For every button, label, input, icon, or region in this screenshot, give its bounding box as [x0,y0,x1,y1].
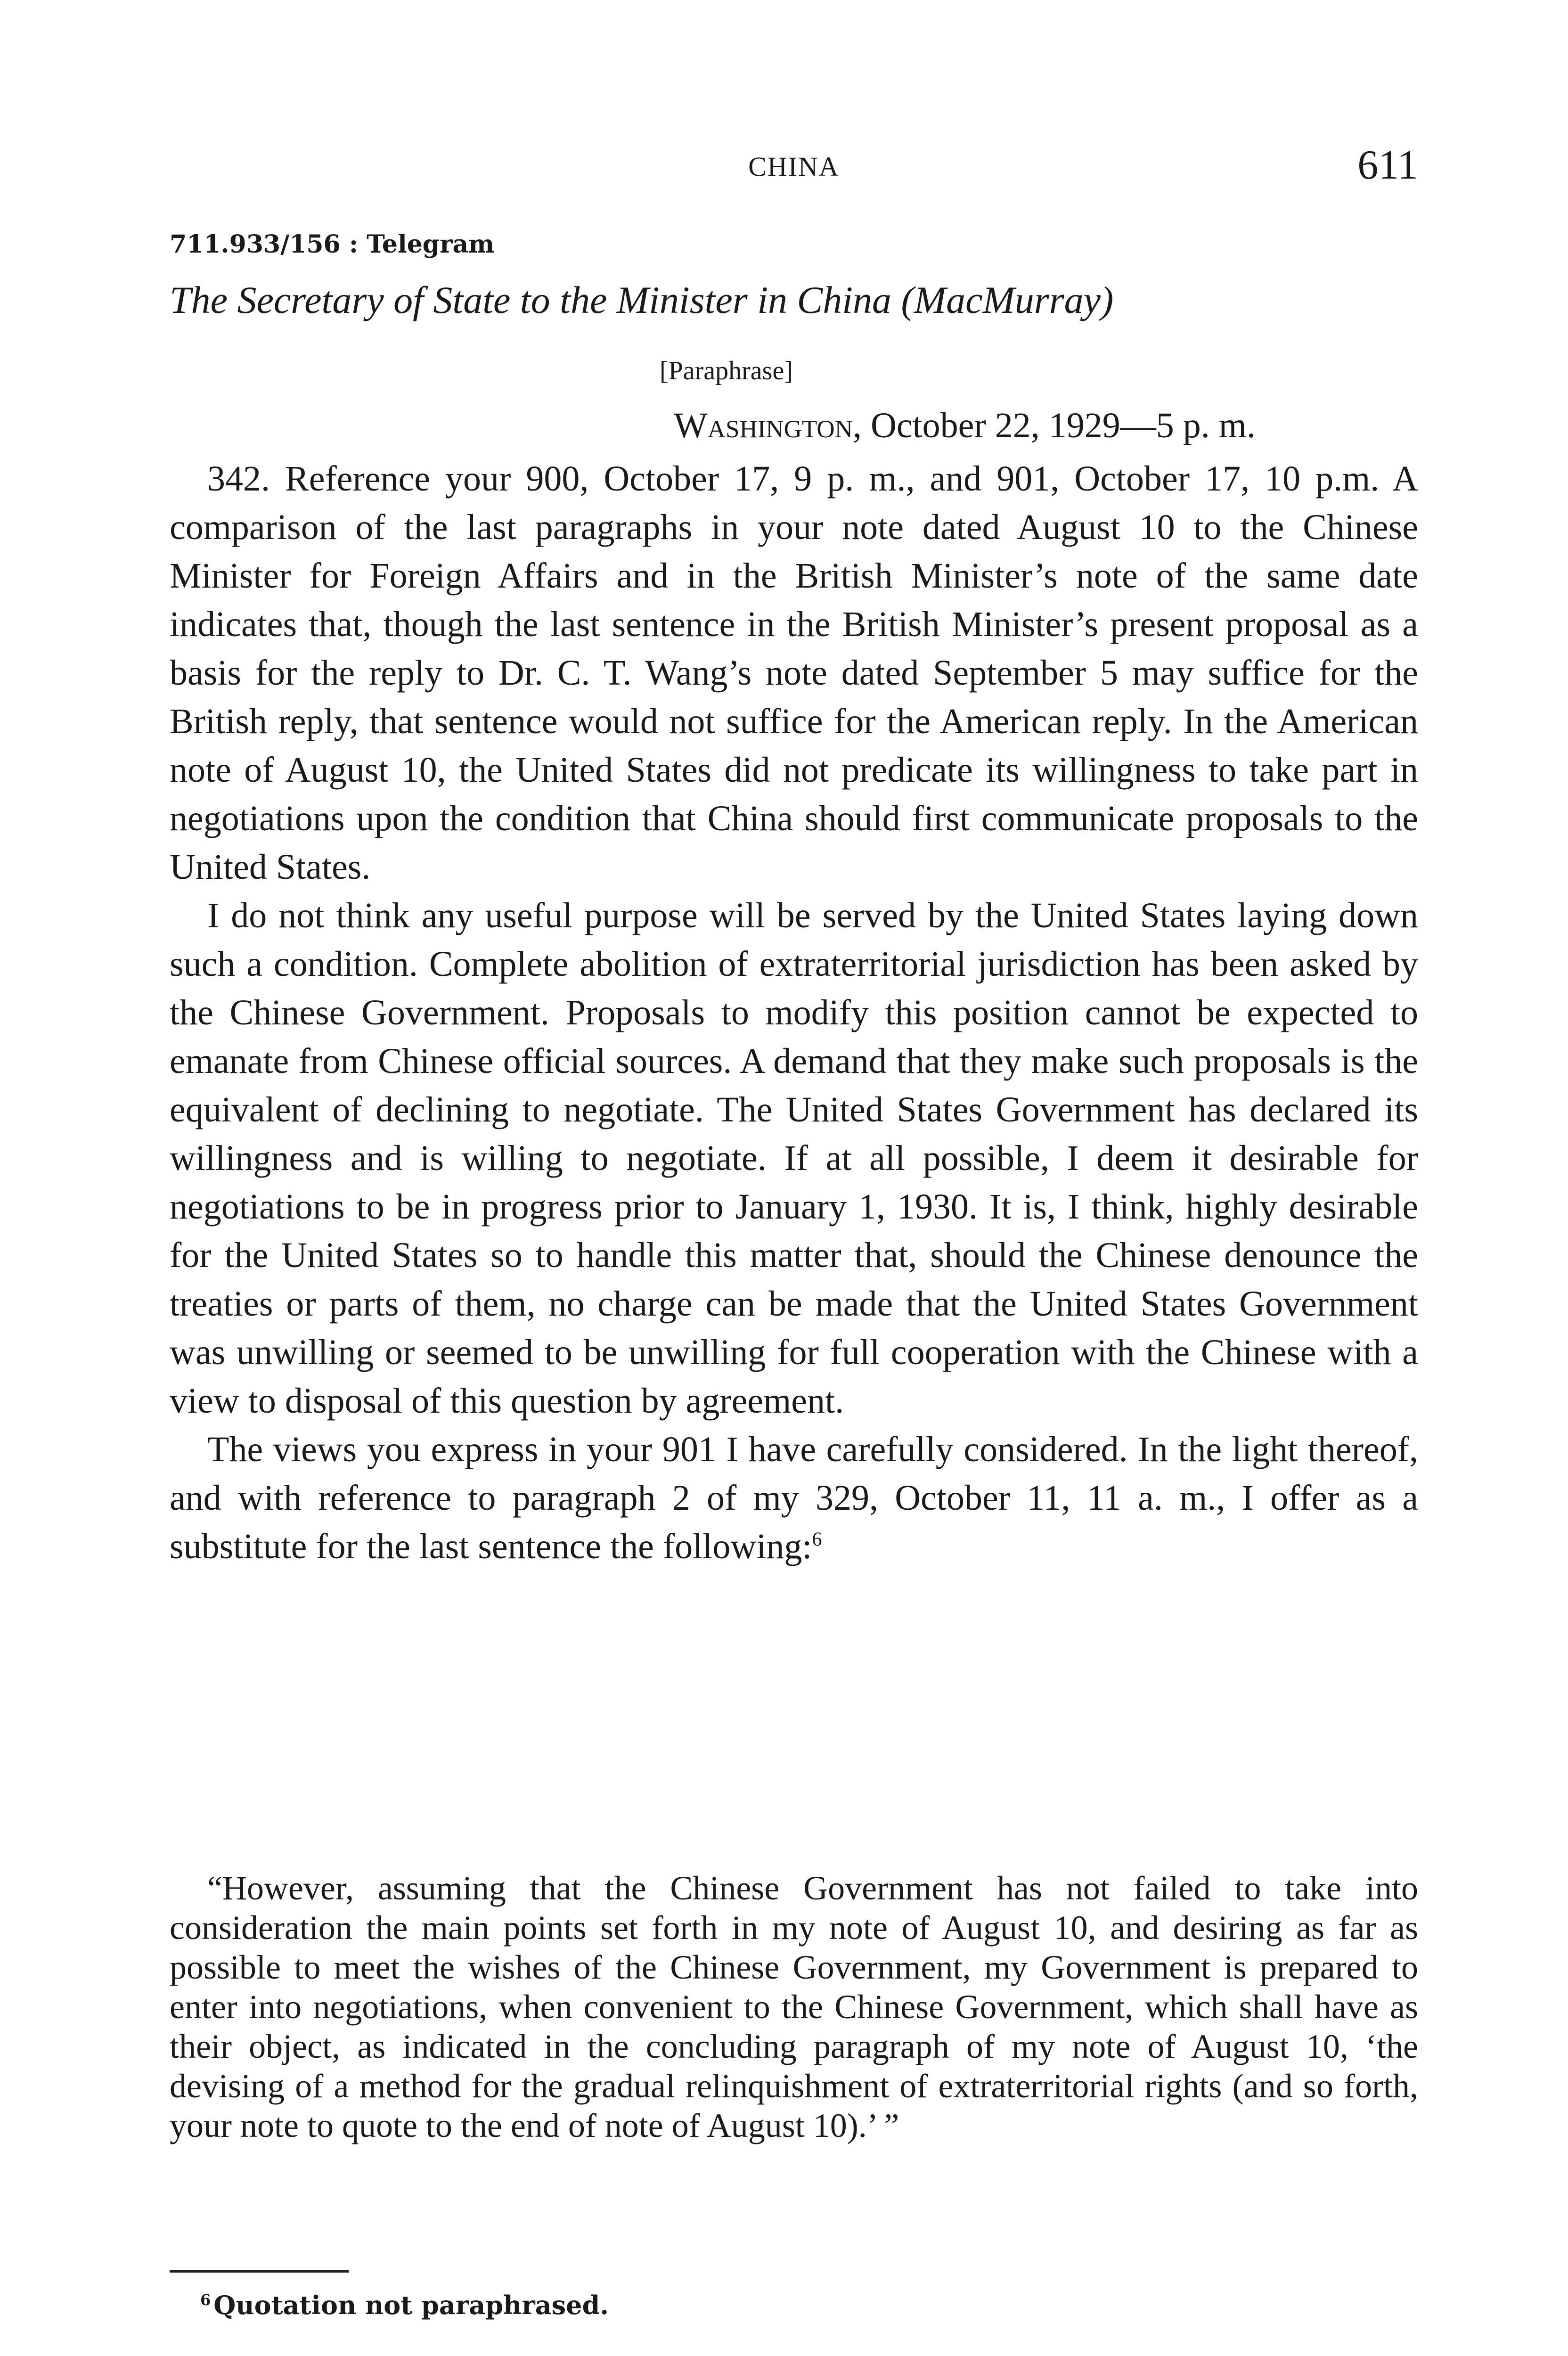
paragraph-3-text: The views you express in your 901 I have carefully considered. In the light thereof, and with reference to paragraph 2 of my 329, October 11, 11 a. m., I offer as a substitute for the last sentence the following: [170,1430,1418,1566]
dateline-date: , October 22, 1929—5 p. m. [852,406,1256,445]
footnote [200,2290,609,2320]
file-reference: 711.933/156 : Telegram [170,230,495,259]
body-text [170,455,1418,1571]
dateline [674,405,1256,446]
paragraph-2: I do not think any useful purpose will be served by the United States laying down such a condition. Complete abolition of extraterritorial jurisdiction has been asked by the Chinese Government. Proposals to modify this position cannot be expected to emanate from Chinese official sources. A demand that they make such proposals is the equivalent of declining to negotiate. The United States Government has declared its willingness and is willing to negotiate. If at all possible, I deem it desirable for negotiations to be in progress prior to January 1, 1930. It is, I think, highly desirable for the United States so to handle this matter that, should the Chinese denounce the treaties or parts of them, no charge can be made that the United States Government was unwilling or seemed to be unwilling for full cooperation with the Chinese with a view to disposal of this question by agreement. [170,896,1418,1421]
footnote-divider [170,2270,349,2273]
footnote-reference: 6 [812,1529,822,1551]
quoted-text-block [170,1868,1418,2145]
paragraph-3 [170,1425,1418,1571]
page-number: 611 [1357,142,1418,188]
paragraph-1: 342. Reference your 900, October 17, 9 p. m., and 901, October 17, 10 p.m. A comparison of the last paragraphs in your note dated August 10 to the Chinese Minister for Foreign Affairs and in the British Minister’s note of the same date indicates that, though the last sentence in the British Minister’s present proposal as a basis for the reply to Dr. C. T. Wang’s note dated September 5 may suffice for the British reply, that sentence would not suffice for the American reply. In the American note of August 10, the United States did not predicate its willingness to take part in negotiations upon the condition that China should first communicate proposals to the United States. [170,459,1418,887]
quoted-paragraph: “However, assuming that the Chinese Government has not failed to take into consideration the main points set forth in my note of August 10, and desiring as far as possible to meet the wishes of the Chinese Government, my Government is prepared to enter into negotiations, when convenient to the Chinese Government, which shall have as their object, as indicated in the concluding paragraph of my note of August 10, ‘the devising of a method for the gradual relinquishment of extraterritorial rights (and so forth, your note to quote to the end of note of August 10).’ ” [170,1869,1418,2144]
footnote-text: Quotation not paraphrased. [213,2290,609,2320]
running-title: CHINA [748,151,840,182]
document-title: The Secretary of State to the Minister in China (MacMurray) [170,278,1114,321]
footnote-mark: 6 [200,2291,211,2309]
dateline-place: Washington [674,406,853,445]
paraphrase-label: [Paraphrase] [660,356,793,385]
running-head [170,141,1418,193]
